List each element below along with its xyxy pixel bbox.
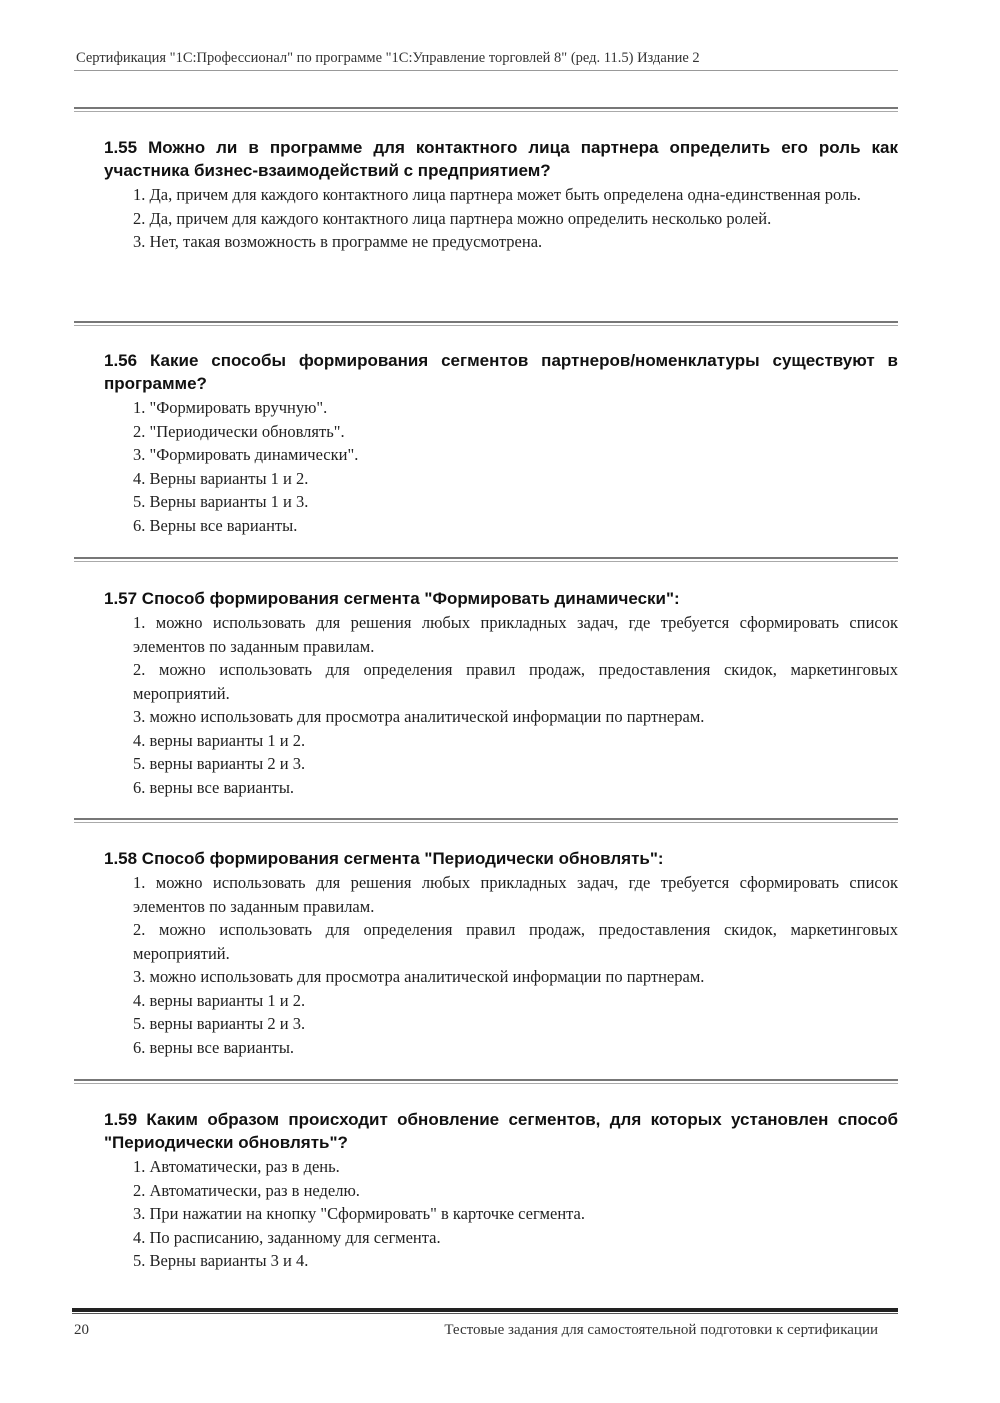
- answer-option: 1. Автоматически, раз в день.: [133, 1157, 340, 1176]
- question-title: 1.59 Каким образом происходит обновление сегментов, для которых установлен способ "Периодически обновлять"?: [104, 1110, 898, 1152]
- answer-options: [104, 611, 898, 799]
- answer-option: 3. можно использовать для просмотра аналитической информации по партнерам.: [133, 707, 705, 726]
- question-1-57: [104, 587, 898, 799]
- answer-option: 1. Да, причем для каждого контактного лица партнера может быть определена одна-единственная роль.: [133, 185, 861, 204]
- question-title: 1.56 Какие способы формирования сегментов партнеров/номенклатуры существуют в программе?: [104, 351, 898, 393]
- answer-option: 2. Автоматически, раз в неделю.: [133, 1180, 360, 1200]
- answer-option: 4. Верны варианты 1 и 2.: [133, 468, 309, 488]
- answer-option: 5. верны варианты 2 и 3.: [133, 754, 306, 773]
- answer-option: 2. Да, причем для каждого контактного лица партнера можно определить несколько ролей.: [133, 208, 772, 228]
- answer-option: 5. Верны варианты 1 и 3.: [133, 492, 309, 511]
- answer-option: 4. верны варианты 1 и 2.: [133, 730, 306, 750]
- answer-option: 3. можно использовать для просмотра аналитической информации по партнерам.: [133, 967, 705, 986]
- question-title: 1.55 Можно ли в программе для контактного лица партнера определить его роль как участника бизнес-взаимодействий с предприятием?: [104, 138, 898, 180]
- answer-option: 4. верны варианты 1 и 2.: [133, 990, 306, 1010]
- running-header: Сертификация "1С:Профессионал" по программе "1С:Управление торговлей 8" (ред. 11.5) Издание 2: [76, 50, 700, 66]
- page-number: 20: [74, 1322, 89, 1338]
- answer-option: 2. "Периодически обновлять".: [133, 421, 345, 441]
- answer-option: 1. можно использовать для решения любых прикладных задач, где требуется сформировать список элементов по заданным правилам.: [133, 613, 898, 656]
- section-separator: [74, 321, 898, 326]
- answer-option: 6. верны все варианты.: [133, 1037, 295, 1057]
- footer-divider: [72, 1308, 898, 1314]
- section-separator: [74, 1079, 898, 1084]
- answer-options: [104, 396, 898, 537]
- question-title: 1.57 Способ формирования сегмента "Формировать динамически":: [104, 589, 680, 608]
- answer-option: 4. По расписанию, заданному для сегмента.: [133, 1227, 441, 1247]
- answer-option: 5. верны варианты 2 и 3.: [133, 1014, 306, 1033]
- question-1-55: [104, 136, 898, 254]
- section-separator: [74, 818, 898, 823]
- answer-option: 3. Нет, такая возможность в программе не предусмотрена.: [133, 232, 543, 251]
- answer-option: 3. При нажатии на кнопку "Сформировать" в карточке сегмента.: [133, 1204, 586, 1223]
- answer-option: 1. можно использовать для решения любых прикладных задач, где требуется сформировать список элементов по заданным правилам.: [133, 873, 898, 916]
- answer-options: [104, 1155, 898, 1273]
- running-footer: Тестовые задания для самостоятельной подготовки к сертификации: [444, 1322, 878, 1338]
- section-separator: [74, 107, 898, 112]
- question-1-56: [104, 349, 898, 537]
- answer-option: 1. "Формировать вручную".: [133, 398, 328, 417]
- answer-option: 3. "Формировать динамически".: [133, 445, 359, 464]
- answer-option: 2. можно использовать для определения правил продаж, предоставления скидок, маркетинговых мероприятий.: [133, 660, 898, 703]
- header-divider: [74, 70, 898, 71]
- section-separator: [74, 557, 898, 562]
- answer-option: 5. Верны варианты 3 и 4.: [133, 1251, 309, 1270]
- answer-option: 2. можно использовать для определения правил продаж, предоставления скидок, маркетинговых мероприятий.: [133, 920, 898, 963]
- answer-options: [104, 183, 898, 254]
- answer-option: 6. верны все варианты.: [133, 777, 295, 797]
- question-1-58: [104, 847, 898, 1059]
- question-title: 1.58 Способ формирования сегмента "Периодически обновлять":: [104, 849, 664, 868]
- answer-option: 6. Верны все варианты.: [133, 515, 298, 535]
- question-1-59: [104, 1108, 898, 1273]
- answer-options: [104, 871, 898, 1059]
